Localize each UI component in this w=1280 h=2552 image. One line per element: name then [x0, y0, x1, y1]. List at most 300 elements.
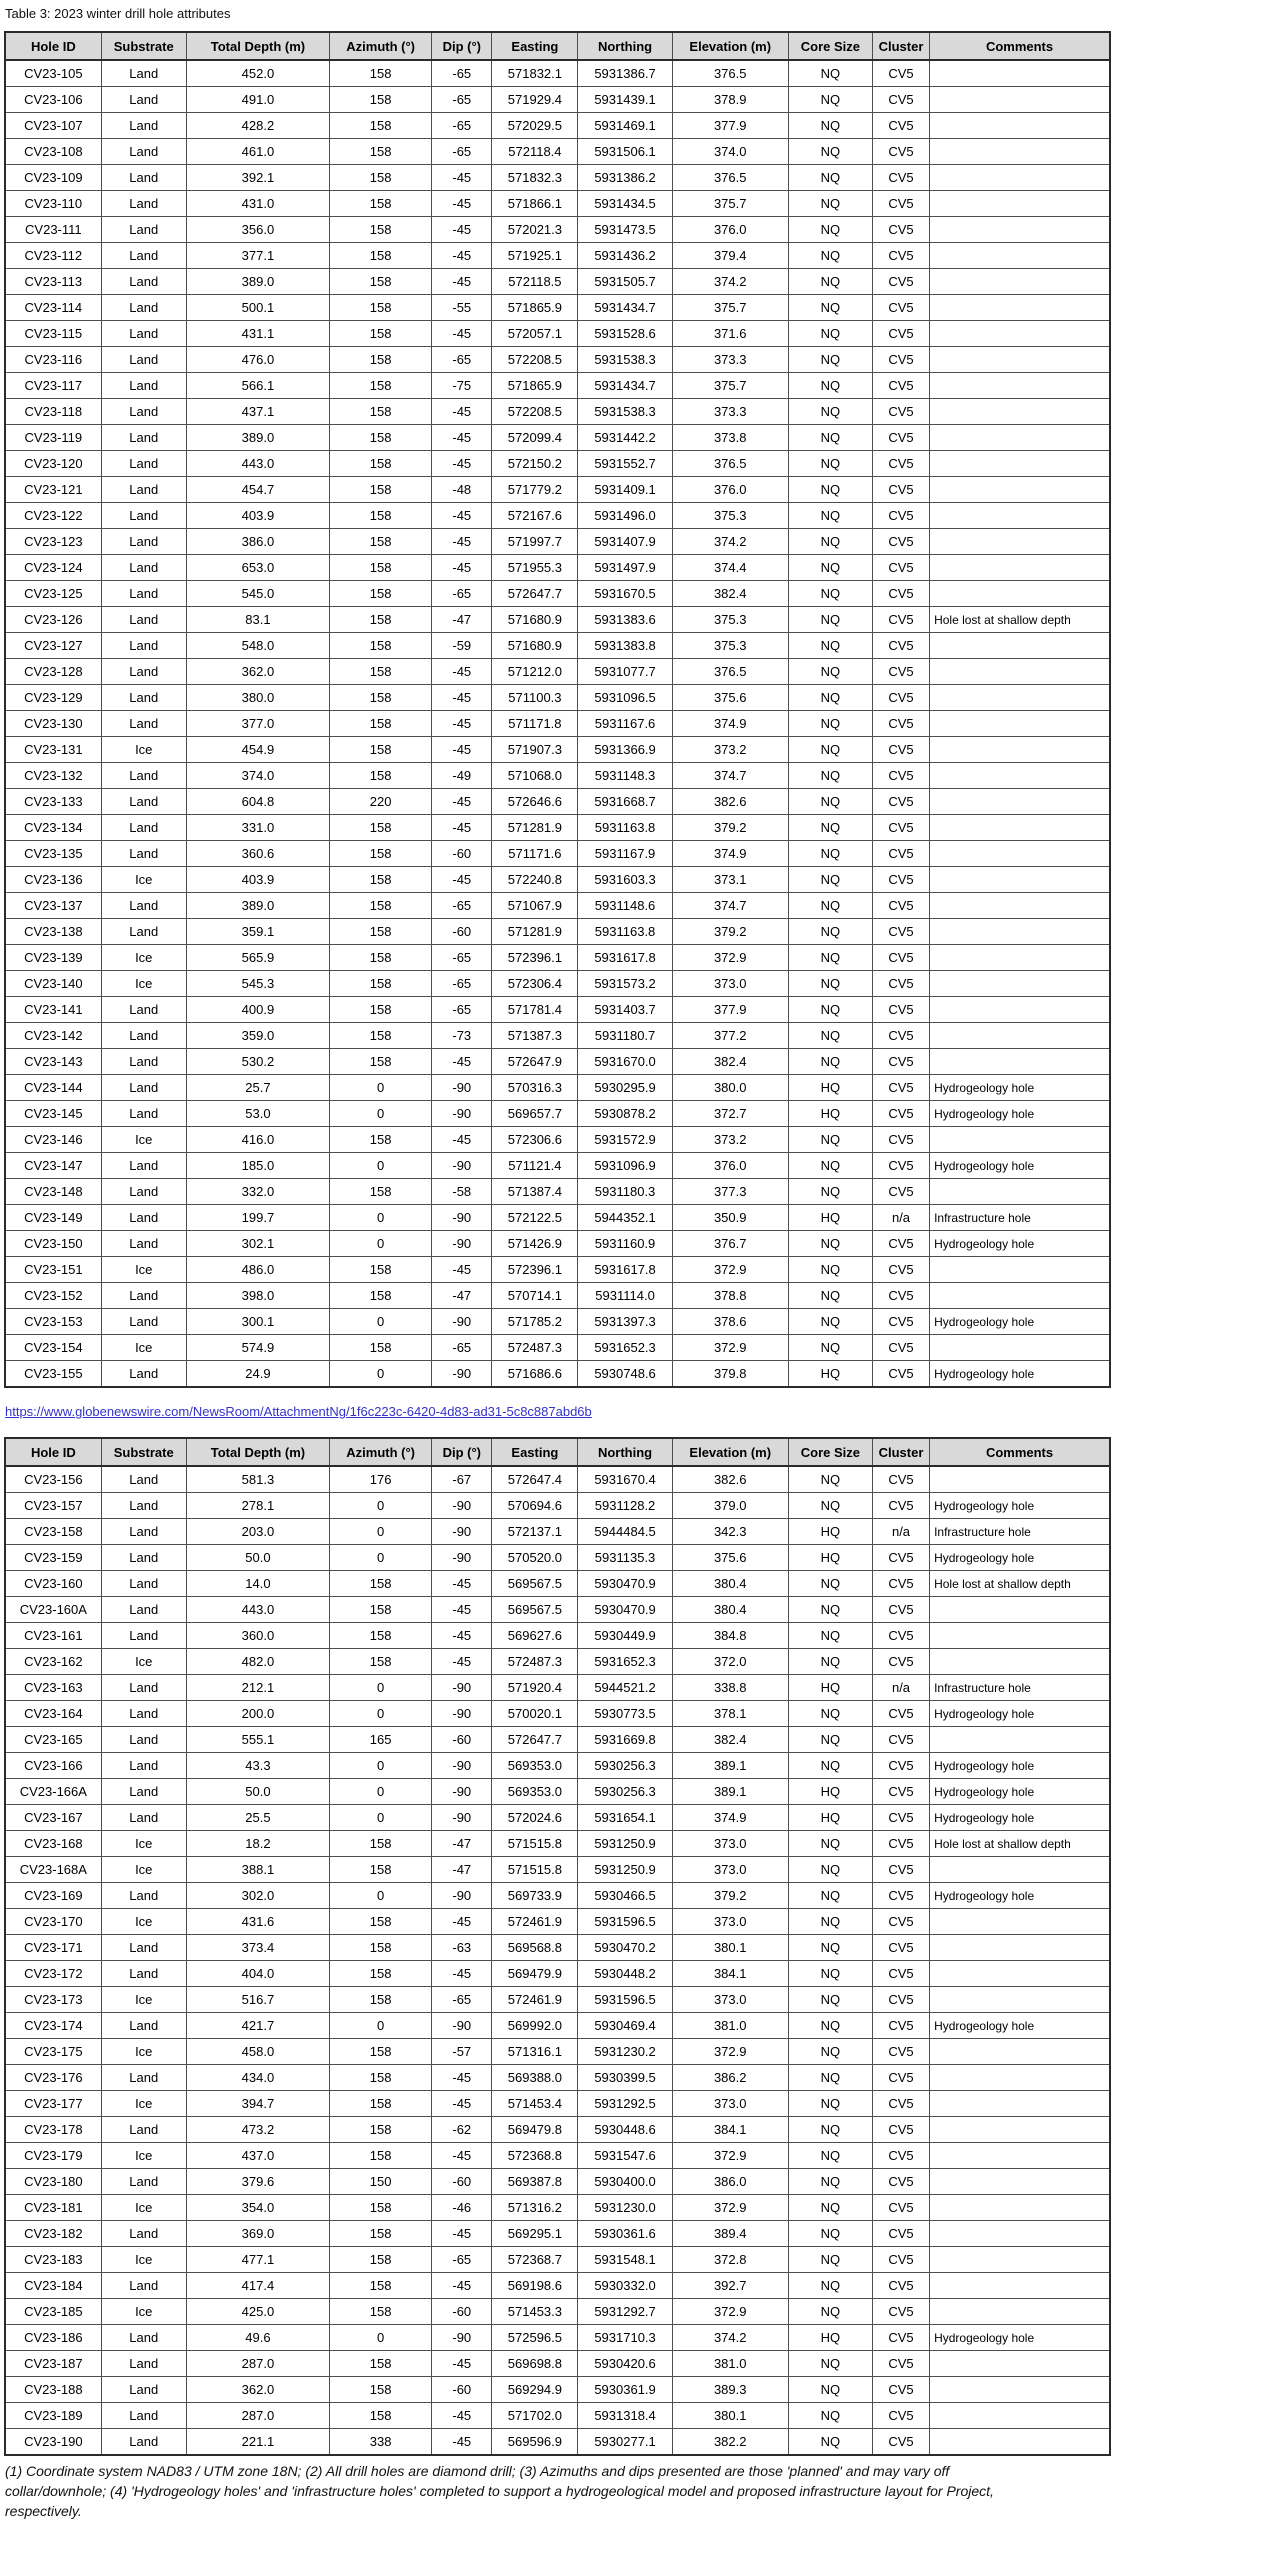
cell-substrate: Land	[101, 113, 186, 139]
cell-total-depth: 360.0	[186, 1623, 329, 1649]
cell-elevation: 372.9	[672, 2039, 788, 2065]
cell-cluster: CV5	[872, 2325, 929, 2351]
cell-substrate: Land	[101, 607, 186, 633]
cell-substrate: Land	[101, 295, 186, 321]
cell-substrate: Land	[101, 1075, 186, 1101]
cell-core-size: NQ	[788, 1179, 872, 1205]
cell-northing: 5931163.8	[578, 919, 672, 945]
cell-total-depth: 443.0	[186, 451, 329, 477]
cell-azimuth: 158	[330, 1023, 432, 1049]
cell-core-size: NQ	[788, 685, 872, 711]
cell-cluster: CV5	[872, 1545, 929, 1571]
cell-total-depth: 386.0	[186, 529, 329, 555]
cell-hole-id: CV23-139	[5, 945, 101, 971]
cell-dip: -45	[432, 451, 492, 477]
cell-easting: 570714.1	[492, 1283, 578, 1309]
cell-dip: -45	[432, 1049, 492, 1075]
cell-core-size: NQ	[788, 425, 872, 451]
cell-hole-id: CV23-105	[5, 60, 101, 87]
cell-hole-id: CV23-124	[5, 555, 101, 581]
cell-northing: 5931573.2	[578, 971, 672, 997]
cell-elevation: 373.0	[672, 971, 788, 997]
cell-cluster: CV5	[872, 1309, 929, 1335]
cell-substrate: Land	[101, 2351, 186, 2377]
cell-cluster: CV5	[872, 2195, 929, 2221]
cell-azimuth: 158	[330, 2195, 432, 2221]
table-row	[5, 2299, 1110, 2325]
cell-comments	[930, 1283, 1110, 1309]
table-row	[5, 1519, 1110, 1545]
table-row	[5, 1675, 1110, 1701]
cell-easting: 569698.8	[492, 2351, 578, 2377]
cell-northing: 5930470.9	[578, 1571, 672, 1597]
cell-core-size: NQ	[788, 113, 872, 139]
cell-total-depth: 389.0	[186, 269, 329, 295]
cell-comments	[930, 2195, 1110, 2221]
cell-easting: 572647.4	[492, 1466, 578, 1493]
cell-comments	[930, 87, 1110, 113]
table-row	[5, 1649, 1110, 1675]
cell-substrate: Land	[101, 477, 186, 503]
cell-total-depth: 545.0	[186, 581, 329, 607]
cell-total-depth: 565.9	[186, 945, 329, 971]
table-row	[5, 2247, 1110, 2273]
cell-easting: 571779.2	[492, 477, 578, 503]
cell-core-size: NQ	[788, 1257, 872, 1283]
cell-core-size: NQ	[788, 2091, 872, 2117]
table-row	[5, 347, 1110, 373]
cell-hole-id: CV23-128	[5, 659, 101, 685]
cell-azimuth: 0	[330, 1075, 432, 1101]
cell-easting: 570020.1	[492, 1701, 578, 1727]
footnote-line: collar/downhole; (4) 'Hydrogeology holes' and 'infrastructure holes' completed to support a hydrogeological model and proposed infrastructure layout for Project,	[5, 2483, 994, 2499]
cell-elevation: 382.4	[672, 1727, 788, 1753]
column-header-substrate: Substrate	[101, 1438, 186, 1466]
cell-comments	[930, 1857, 1110, 1883]
cell-total-depth: 199.7	[186, 1205, 329, 1231]
cell-northing: 5931572.9	[578, 1127, 672, 1153]
cell-total-depth: 200.0	[186, 1701, 329, 1727]
cell-total-depth: 473.2	[186, 2117, 329, 2143]
cell-easting: 571925.1	[492, 243, 578, 269]
cell-substrate: Land	[101, 2221, 186, 2247]
cell-northing: 5931230.0	[578, 2195, 672, 2221]
cell-total-depth: 548.0	[186, 633, 329, 659]
cell-northing: 5931167.9	[578, 841, 672, 867]
cell-dip: -45	[432, 399, 492, 425]
column-header-northing: Northing	[578, 1438, 672, 1466]
cell-substrate: Land	[101, 1361, 186, 1388]
cell-hole-id: CV23-182	[5, 2221, 101, 2247]
cell-comments	[930, 1466, 1110, 1493]
cell-hole-id: CV23-116	[5, 347, 101, 373]
cell-substrate: Ice	[101, 1649, 186, 1675]
cell-core-size: NQ	[788, 763, 872, 789]
cell-core-size: NQ	[788, 1493, 872, 1519]
table-row	[5, 2195, 1110, 2221]
cell-northing: 5930256.3	[578, 1753, 672, 1779]
cell-dip: -45	[432, 711, 492, 737]
cell-dip: -45	[432, 2429, 492, 2456]
cell-hole-id: CV23-167	[5, 1805, 101, 1831]
cell-core-size: NQ	[788, 1231, 872, 1257]
cell-easting: 571680.9	[492, 633, 578, 659]
cell-substrate: Land	[101, 1231, 186, 1257]
cell-azimuth: 0	[330, 1675, 432, 1701]
cell-comments	[930, 555, 1110, 581]
cell-substrate: Land	[101, 2065, 186, 2091]
cell-elevation: 372.9	[672, 1335, 788, 1361]
cell-comments	[930, 1961, 1110, 1987]
cell-hole-id: CV23-173	[5, 1987, 101, 2013]
cell-total-depth: 14.0	[186, 1571, 329, 1597]
cell-easting: 569568.8	[492, 1935, 578, 1961]
cell-core-size: NQ	[788, 607, 872, 633]
cell-easting: 572368.8	[492, 2143, 578, 2169]
cell-azimuth: 0	[330, 1753, 432, 1779]
cell-substrate: Land	[101, 1493, 186, 1519]
cell-core-size: HQ	[788, 1675, 872, 1701]
cell-elevation: 379.4	[672, 243, 788, 269]
cell-dip: -45	[432, 243, 492, 269]
cell-total-depth: 454.9	[186, 737, 329, 763]
cell-azimuth: 158	[330, 971, 432, 997]
cell-dip: -90	[432, 1805, 492, 1831]
cell-northing: 5930773.5	[578, 1701, 672, 1727]
cell-dip: -58	[432, 1179, 492, 1205]
cell-comments: Hydrogeology hole	[930, 1883, 1110, 1909]
cell-comments	[930, 399, 1110, 425]
cell-cluster: CV5	[872, 2065, 929, 2091]
cell-core-size: NQ	[788, 295, 872, 321]
cell-hole-id: CV23-141	[5, 997, 101, 1023]
cell-core-size: NQ	[788, 659, 872, 685]
cell-easting: 571865.9	[492, 373, 578, 399]
table-row	[5, 373, 1110, 399]
cell-azimuth: 158	[330, 1049, 432, 1075]
cell-substrate: Land	[101, 2273, 186, 2299]
cell-hole-id: CV23-148	[5, 1179, 101, 1205]
cell-easting: 572647.7	[492, 581, 578, 607]
cell-northing: 5931383.6	[578, 607, 672, 633]
cell-elevation: 389.1	[672, 1779, 788, 1805]
cell-core-size: NQ	[788, 477, 872, 503]
cell-substrate: Land	[101, 503, 186, 529]
cell-northing: 5931180.3	[578, 1179, 672, 1205]
table-row	[5, 1257, 1110, 1283]
table-row	[5, 659, 1110, 685]
cell-azimuth: 0	[330, 1545, 432, 1571]
cell-core-size: NQ	[788, 1309, 872, 1335]
cell-northing: 5931292.7	[578, 2299, 672, 2325]
cell-dip: -90	[432, 1779, 492, 1805]
cell-substrate: Land	[101, 1623, 186, 1649]
cell-total-depth: 18.2	[186, 1831, 329, 1857]
cell-core-size: NQ	[788, 2247, 872, 2273]
cell-core-size: NQ	[788, 60, 872, 87]
cell-azimuth: 158	[330, 555, 432, 581]
cell-azimuth: 0	[330, 1153, 432, 1179]
cell-easting: 572368.7	[492, 2247, 578, 2273]
cell-substrate: Land	[101, 1675, 186, 1701]
cell-comments	[930, 2377, 1110, 2403]
cell-northing: 5931652.3	[578, 1649, 672, 1675]
cell-comments	[930, 685, 1110, 711]
cell-elevation: 375.6	[672, 1545, 788, 1571]
cell-substrate: Ice	[101, 2195, 186, 2221]
cell-cluster: CV5	[872, 1257, 929, 1283]
cell-comments: Infrastructure hole	[930, 1205, 1110, 1231]
cell-comments	[930, 841, 1110, 867]
cell-hole-id: CV23-154	[5, 1335, 101, 1361]
cell-total-depth: 431.0	[186, 191, 329, 217]
cell-total-depth: 362.0	[186, 2377, 329, 2403]
cell-comments	[930, 2091, 1110, 2117]
cell-core-size: NQ	[788, 1335, 872, 1361]
drill-hole-table-part2	[4, 1437, 1111, 2456]
cell-easting: 571920.4	[492, 1675, 578, 1701]
cell-azimuth: 338	[330, 2429, 432, 2456]
cell-hole-id: CV23-157	[5, 1493, 101, 1519]
cell-substrate: Land	[101, 581, 186, 607]
cell-easting: 572461.9	[492, 1987, 578, 2013]
cell-azimuth: 158	[330, 113, 432, 139]
cell-elevation: 375.3	[672, 607, 788, 633]
cell-northing: 5931250.9	[578, 1857, 672, 1883]
cell-cluster: CV5	[872, 1361, 929, 1388]
cell-comments: Hydrogeology hole	[930, 1309, 1110, 1335]
cell-core-size: NQ	[788, 2039, 872, 2065]
cell-substrate: Land	[101, 321, 186, 347]
cell-comments	[930, 477, 1110, 503]
cell-cluster: CV5	[872, 139, 929, 165]
cell-substrate: Land	[101, 1545, 186, 1571]
cell-comments	[930, 1023, 1110, 1049]
cell-total-depth: 400.9	[186, 997, 329, 1023]
cell-dip: -45	[432, 2403, 492, 2429]
cell-azimuth: 158	[330, 2039, 432, 2065]
cell-dip: -90	[432, 1075, 492, 1101]
table-row	[5, 1309, 1110, 1335]
cell-total-depth: 431.1	[186, 321, 329, 347]
cell-comments: Hydrogeology hole	[930, 1805, 1110, 1831]
cell-easting: 571100.3	[492, 685, 578, 711]
cell-elevation: 382.4	[672, 1049, 788, 1075]
cell-hole-id: CV23-137	[5, 893, 101, 919]
cell-substrate: Ice	[101, 945, 186, 971]
cell-total-depth: 53.0	[186, 1101, 329, 1127]
column-header-hole-id: Hole ID	[5, 1438, 101, 1466]
cell-elevation: 378.9	[672, 87, 788, 113]
cell-core-size: NQ	[788, 633, 872, 659]
cell-substrate: Land	[101, 2403, 186, 2429]
cell-core-size: NQ	[788, 1023, 872, 1049]
cell-substrate: Land	[101, 659, 186, 685]
cell-azimuth: 158	[330, 295, 432, 321]
cell-hole-id: CV23-112	[5, 243, 101, 269]
table-footnote	[5, 2461, 1115, 2521]
cell-comments	[930, 2299, 1110, 2325]
cell-hole-id: CV23-108	[5, 139, 101, 165]
cell-core-size: NQ	[788, 1935, 872, 1961]
cell-dip: -47	[432, 1831, 492, 1857]
cell-azimuth: 158	[330, 1571, 432, 1597]
cell-easting: 571316.1	[492, 2039, 578, 2065]
cell-core-size: HQ	[788, 1779, 872, 1805]
cell-cluster: CV5	[872, 1101, 929, 1127]
table-row	[5, 425, 1110, 451]
table-row	[5, 633, 1110, 659]
cell-elevation: 374.9	[672, 841, 788, 867]
cell-elevation: 372.9	[672, 945, 788, 971]
cell-comments	[930, 581, 1110, 607]
cell-elevation: 386.0	[672, 2169, 788, 2195]
cell-dip: -60	[432, 1727, 492, 1753]
cell-azimuth: 158	[330, 763, 432, 789]
cell-core-size: NQ	[788, 919, 872, 945]
cell-elevation: 372.7	[672, 1101, 788, 1127]
cell-core-size: NQ	[788, 1649, 872, 1675]
cell-dip: -45	[432, 1909, 492, 1935]
cell-hole-id: CV23-168A	[5, 1857, 101, 1883]
cell-hole-id: CV23-106	[5, 87, 101, 113]
cell-azimuth: 158	[330, 60, 432, 87]
cell-substrate: Land	[101, 763, 186, 789]
cell-total-depth: 417.4	[186, 2273, 329, 2299]
cell-dip: -90	[432, 1493, 492, 1519]
cell-elevation: 380.4	[672, 1571, 788, 1597]
cell-cluster: CV5	[872, 243, 929, 269]
cell-northing: 5931617.8	[578, 1257, 672, 1283]
cell-cluster: CV5	[872, 503, 929, 529]
cell-northing: 5931596.5	[578, 1987, 672, 2013]
cell-cluster: CV5	[872, 1075, 929, 1101]
cell-northing: 5930361.6	[578, 2221, 672, 2247]
cell-easting: 571680.9	[492, 607, 578, 633]
cell-hole-id: CV23-125	[5, 581, 101, 607]
cell-elevation: 373.1	[672, 867, 788, 893]
cell-easting: 571997.7	[492, 529, 578, 555]
cell-azimuth: 158	[330, 139, 432, 165]
cell-dip: -75	[432, 373, 492, 399]
cell-cluster: CV5	[872, 659, 929, 685]
cell-easting: 572596.5	[492, 2325, 578, 2351]
attachment-link[interactable]: https://www.globenewswire.com/NewsRoom/AttachmentNg/1f6c223c-6420-4d83-ad31-5c8c887abd6b	[5, 1404, 592, 1419]
cell-substrate: Land	[101, 451, 186, 477]
table-row	[5, 893, 1110, 919]
cell-comments	[930, 1935, 1110, 1961]
cell-total-depth: 331.0	[186, 815, 329, 841]
cell-core-size: NQ	[788, 555, 872, 581]
cell-substrate: Land	[101, 1935, 186, 1961]
cell-elevation: 376.0	[672, 477, 788, 503]
cell-dip: -45	[432, 815, 492, 841]
cell-substrate: Land	[101, 529, 186, 555]
table-row	[5, 1335, 1110, 1361]
cell-comments: Hydrogeology hole	[930, 1153, 1110, 1179]
cell-core-size: NQ	[788, 867, 872, 893]
cell-hole-id: CV23-144	[5, 1075, 101, 1101]
cell-dip: -45	[432, 2065, 492, 2091]
cell-core-size: NQ	[788, 1961, 872, 1987]
cell-elevation: 380.0	[672, 1075, 788, 1101]
cell-comments	[930, 1257, 1110, 1283]
table-row	[5, 2169, 1110, 2195]
cell-core-size: NQ	[788, 269, 872, 295]
cell-northing: 5931528.6	[578, 321, 672, 347]
cell-core-size: NQ	[788, 529, 872, 555]
cell-azimuth: 220	[330, 789, 432, 815]
cell-substrate: Land	[101, 2429, 186, 2456]
cell-northing: 5931538.3	[578, 347, 672, 373]
table-row	[5, 217, 1110, 243]
cell-total-depth: 392.1	[186, 165, 329, 191]
cell-substrate: Land	[101, 373, 186, 399]
cell-core-size: NQ	[788, 971, 872, 997]
cell-dip: -45	[432, 269, 492, 295]
column-header-core-size: Core Size	[788, 1438, 872, 1466]
cell-elevation: 378.8	[672, 1283, 788, 1309]
cell-northing: 5931670.4	[578, 1466, 672, 1493]
cell-northing: 5931496.0	[578, 503, 672, 529]
cell-northing: 5930361.9	[578, 2377, 672, 2403]
cell-dip: -90	[432, 1545, 492, 1571]
cell-easting: 572150.2	[492, 451, 578, 477]
table-row	[5, 685, 1110, 711]
table-row	[5, 607, 1110, 633]
cell-substrate: Land	[101, 1883, 186, 1909]
cell-northing: 5931407.9	[578, 529, 672, 555]
cell-azimuth: 158	[330, 243, 432, 269]
cell-comments	[930, 789, 1110, 815]
cell-easting: 572099.4	[492, 425, 578, 451]
cell-comments	[930, 1127, 1110, 1153]
cell-dip: -73	[432, 1023, 492, 1049]
cell-hole-id: CV23-109	[5, 165, 101, 191]
cell-core-size: HQ	[788, 1075, 872, 1101]
cell-cluster: CV5	[872, 607, 929, 633]
cell-hole-id: CV23-178	[5, 2117, 101, 2143]
column-header-cluster: Cluster	[872, 32, 929, 60]
cell-easting: 571068.0	[492, 763, 578, 789]
cell-total-depth: 50.0	[186, 1779, 329, 1805]
cell-northing: 5931617.8	[578, 945, 672, 971]
cell-azimuth: 176	[330, 1466, 432, 1493]
cell-elevation: 374.7	[672, 893, 788, 919]
cell-northing: 5930448.2	[578, 1961, 672, 1987]
cell-dip: -45	[432, 737, 492, 763]
cell-total-depth: 486.0	[186, 1257, 329, 1283]
cell-azimuth: 158	[330, 1257, 432, 1283]
cell-northing: 5931397.3	[578, 1309, 672, 1335]
cell-hole-id: CV23-117	[5, 373, 101, 399]
cell-azimuth: 158	[330, 2403, 432, 2429]
cell-hole-id: CV23-129	[5, 685, 101, 711]
cell-dip: -65	[432, 1335, 492, 1361]
cell-easting: 571171.8	[492, 711, 578, 737]
cell-northing: 5930449.9	[578, 1623, 672, 1649]
cell-hole-id: CV23-166	[5, 1753, 101, 1779]
cell-total-depth: 212.1	[186, 1675, 329, 1701]
cell-northing: 5931167.6	[578, 711, 672, 737]
cell-azimuth: 0	[330, 1779, 432, 1805]
cell-dip: -45	[432, 191, 492, 217]
cell-northing: 5930748.6	[578, 1361, 672, 1388]
table-row	[5, 711, 1110, 737]
cell-cluster: CV5	[872, 1779, 929, 1805]
cell-northing: 5931409.1	[578, 477, 672, 503]
cell-comments	[930, 321, 1110, 347]
